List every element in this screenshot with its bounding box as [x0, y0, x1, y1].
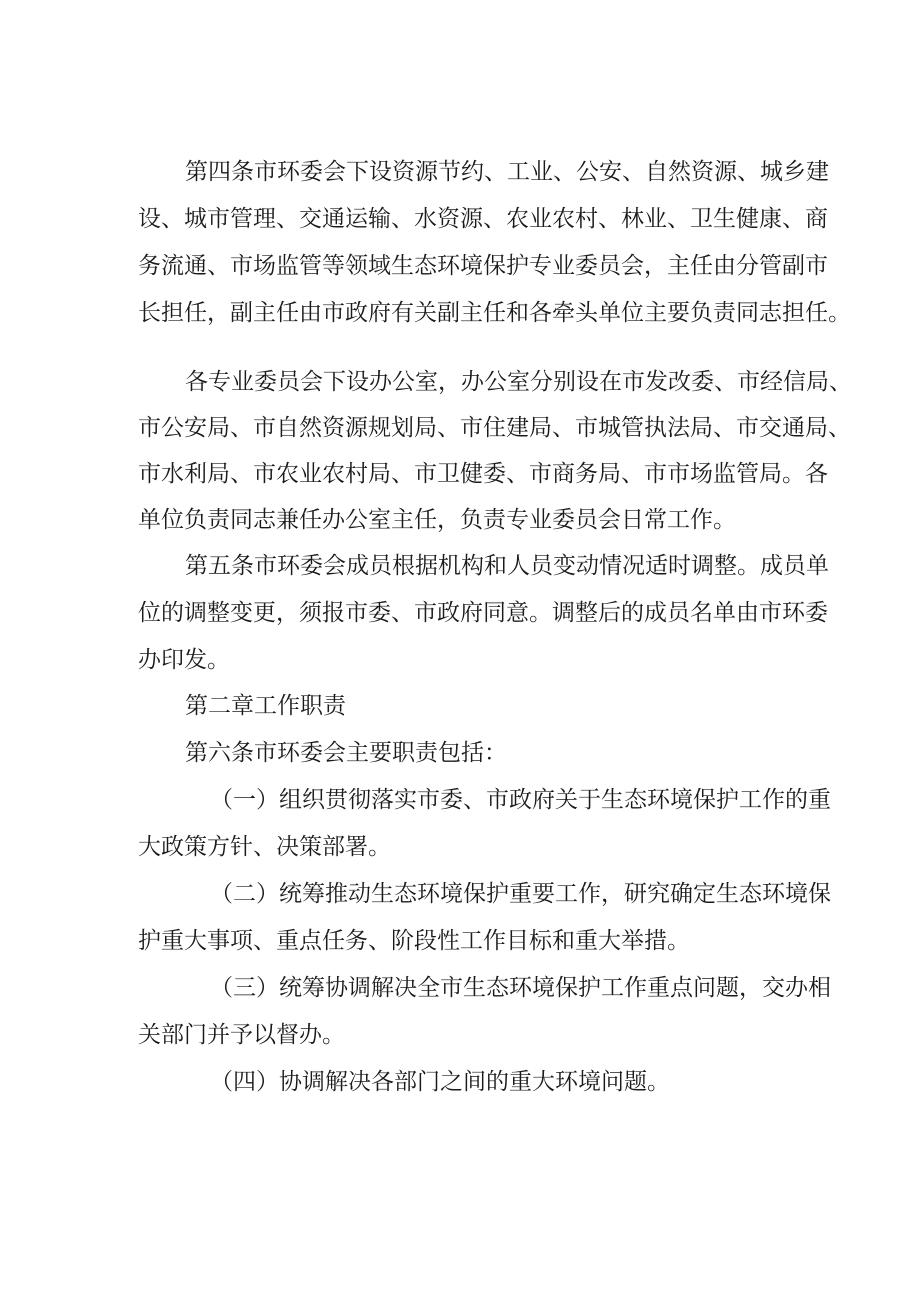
text-line: 务流通、市场监管等领域生态环境保护专业委员会，主任由分管副市 [138, 253, 828, 279]
text-line: 护重大事项、重点任务、阶段性工作目标和重大举措。 [138, 928, 690, 954]
text-line: 单位负责同志兼任办公室主任，负责专业委员会日常工作。 [138, 507, 736, 533]
list-item-4: （四）协调解决各部门之间的重大环境问题。 [210, 1069, 670, 1095]
paragraph-article-6: 第六条市环委会主要职责包括： [185, 740, 507, 766]
text-line: 关部门并予以督办。 [138, 1022, 345, 1048]
text-line: 长担任，副主任由市政府有关副主任和各牵头单位主要负责同志担任。 [138, 300, 851, 326]
text-line: 第五条市环委会成员根据机构和人员变动情况适时调整。成员单 [185, 553, 829, 579]
text-line: 各专业委员会下设办公室，办公室分别设在市发改委、市经信局、 [185, 369, 852, 395]
text-line: 大政策方针、决策部署。 [138, 834, 391, 860]
text-line: （二）统筹推动生态环境保护重要工作，研究确定生态环境保 [210, 881, 831, 907]
text-line: 设、城市管理、交通运输、水资源、农业农村、林业、卫生健康、商 [138, 206, 828, 232]
text-line: 第四条市环委会下设资源节约、工业、公安、自然资源、城乡建 [185, 159, 829, 185]
text-line: （三）统筹协调解决全市生态环境保护工作重点问题，交办相 [210, 975, 831, 1001]
text-line: 市公安局、市自然资源规划局、市住建局、市城管执法局、市交通局、 [138, 415, 851, 441]
text-line: 市水利局、市农业农村局、市卫健委、市商务局、市市场监管局。各 [138, 461, 828, 487]
chapter-heading: 第二章工作职责 [185, 693, 346, 719]
text-line: （一）组织贯彻落实市委、市政府关于生态环境保护工作的重 [210, 787, 831, 813]
text-line: 办印发。 [138, 647, 230, 673]
text-line: 位的调整变更，须报市委、市政府同意。调整后的成员名单由市环委 [138, 600, 828, 626]
